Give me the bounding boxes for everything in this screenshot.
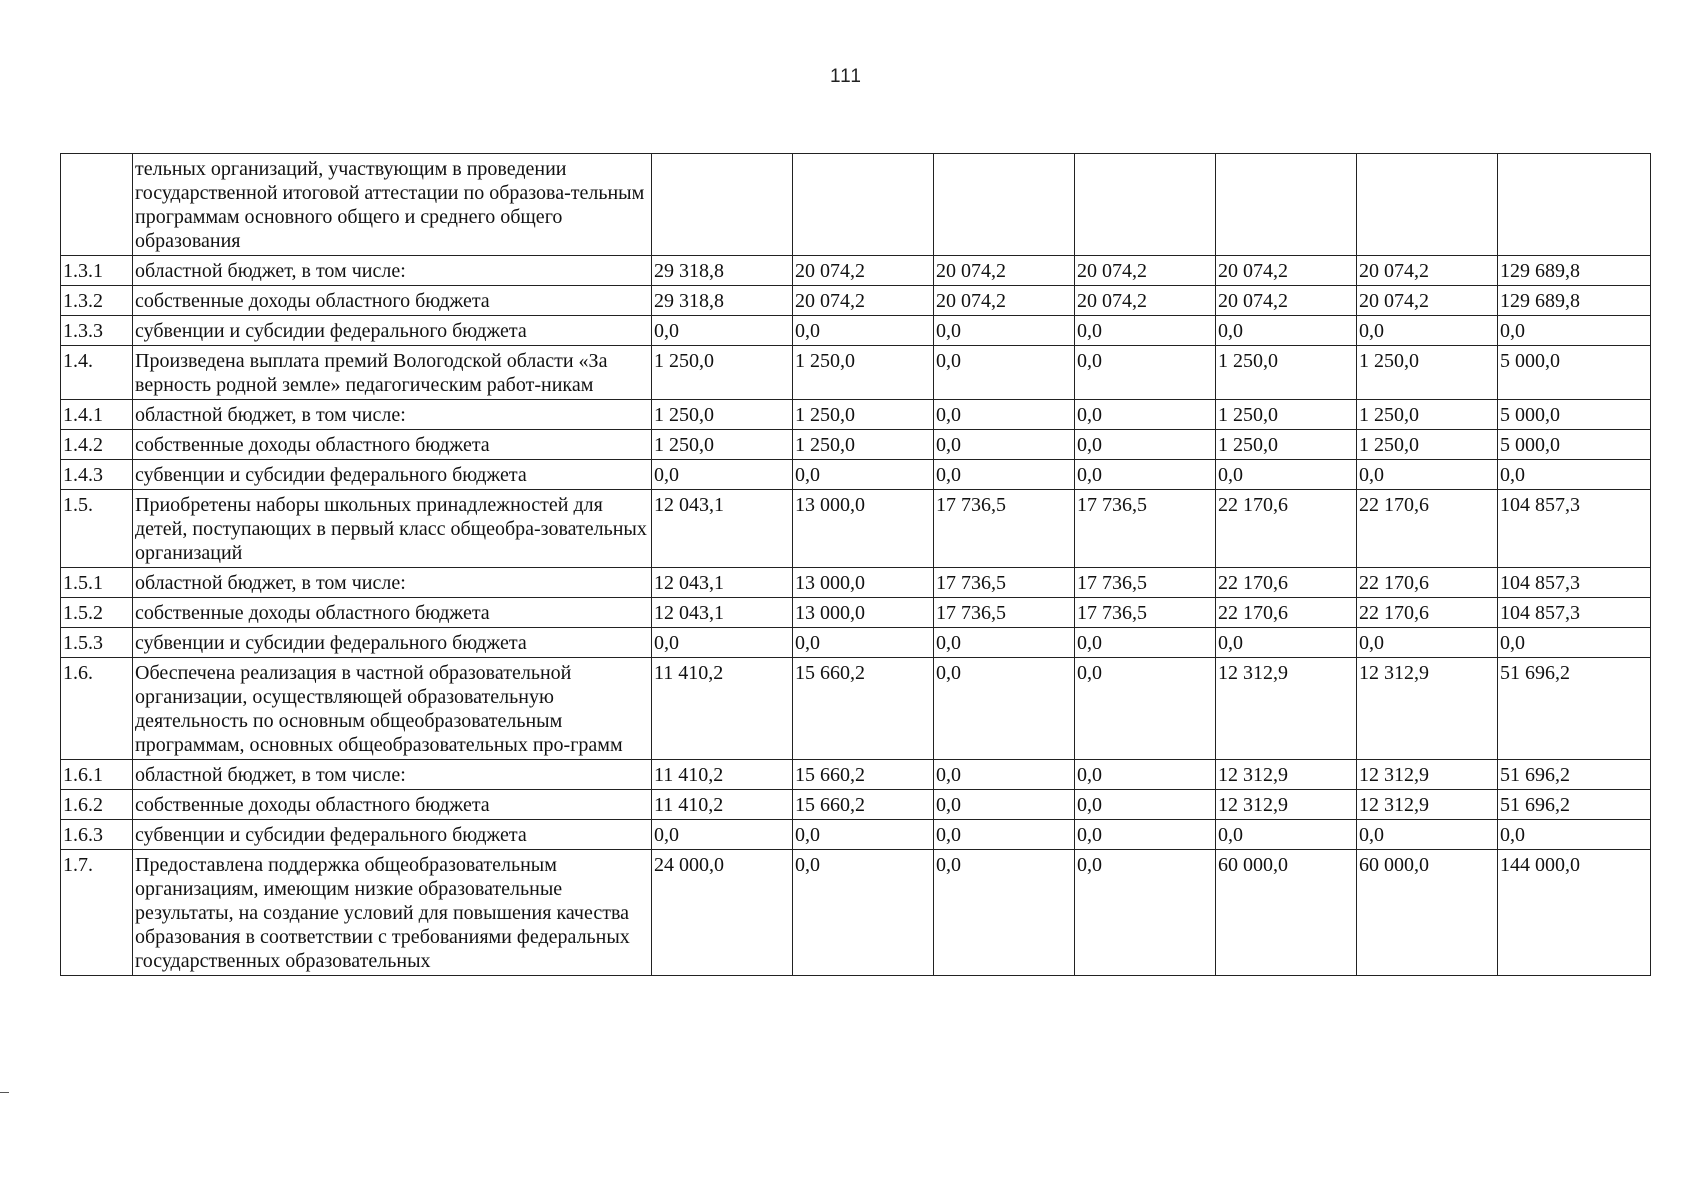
value-cell: 11 410,2 xyxy=(652,790,793,820)
value-cell: 1 250,0 xyxy=(1216,430,1357,460)
value-cell: 60 000,0 xyxy=(1357,850,1498,976)
value-cell: 0,0 xyxy=(1216,316,1357,346)
value-cell: 29 318,8 xyxy=(652,256,793,286)
table-row xyxy=(61,490,1651,568)
value-cell: 60 000,0 xyxy=(1216,850,1357,976)
value-cell: 51 696,2 xyxy=(1498,658,1651,760)
row-code: 1.6. xyxy=(61,658,133,760)
value-cell: 104 857,3 xyxy=(1498,598,1651,628)
table-row xyxy=(61,628,1651,658)
value-cell: 13 000,0 xyxy=(793,568,934,598)
table-row xyxy=(61,154,1651,256)
value-cell: 0,0 xyxy=(934,850,1075,976)
row-code: 1.4.2 xyxy=(61,430,133,460)
value-cell: 24 000,0 xyxy=(652,850,793,976)
value-cell xyxy=(1357,154,1498,256)
row-description: областной бюджет, в том числе: xyxy=(133,760,652,790)
table-row xyxy=(61,658,1651,760)
value-cell: 17 736,5 xyxy=(1075,568,1216,598)
value-cell: 0,0 xyxy=(1357,820,1498,850)
value-cell: 0,0 xyxy=(1075,850,1216,976)
value-cell: 29 318,8 xyxy=(652,286,793,316)
value-cell: 0,0 xyxy=(1498,820,1651,850)
value-cell: 5 000,0 xyxy=(1498,346,1651,400)
row-code: 1.3.2 xyxy=(61,286,133,316)
value-cell: 20 074,2 xyxy=(793,286,934,316)
value-cell: 129 689,8 xyxy=(1498,256,1651,286)
value-cell: 5 000,0 xyxy=(1498,430,1651,460)
table-body xyxy=(61,154,1651,976)
page-number: 111 xyxy=(830,66,862,87)
table-row xyxy=(61,790,1651,820)
row-code: 1.5.2 xyxy=(61,598,133,628)
value-cell: 22 170,6 xyxy=(1216,598,1357,628)
value-cell: 1 250,0 xyxy=(652,430,793,460)
value-cell: 11 410,2 xyxy=(652,658,793,760)
table-row xyxy=(61,850,1651,976)
row-description: субвенции и субсидии федерального бюджета xyxy=(133,460,652,490)
row-code: 1.5. xyxy=(61,490,133,568)
value-cell: 0,0 xyxy=(1216,820,1357,850)
row-code: 1.3.3 xyxy=(61,316,133,346)
value-cell: 20 074,2 xyxy=(1075,286,1216,316)
value-cell: 20 074,2 xyxy=(934,286,1075,316)
budget-table xyxy=(60,153,1651,976)
value-cell: 0,0 xyxy=(793,628,934,658)
value-cell: 104 857,3 xyxy=(1498,568,1651,598)
row-description: Произведена выплата премий Вологодской области «За верность родной земле» педагогическим работ-никам xyxy=(133,346,652,400)
value-cell: 0,0 xyxy=(934,760,1075,790)
value-cell: 22 170,6 xyxy=(1216,490,1357,568)
value-cell: 22 170,6 xyxy=(1357,490,1498,568)
value-cell: 0,0 xyxy=(1075,400,1216,430)
row-code: 1.7. xyxy=(61,850,133,976)
value-cell: 0,0 xyxy=(934,430,1075,460)
value-cell xyxy=(1498,154,1651,256)
value-cell: 20 074,2 xyxy=(793,256,934,286)
row-description: тельных организаций, участвующим в проведении государственной итоговой аттестации по образова-тельным программам основного общего и среднего общего образования xyxy=(133,154,652,256)
value-cell: 12 312,9 xyxy=(1357,658,1498,760)
value-cell: 5 000,0 xyxy=(1498,400,1651,430)
value-cell: 0,0 xyxy=(934,790,1075,820)
value-cell: 0,0 xyxy=(1357,628,1498,658)
value-cell: 0,0 xyxy=(1357,316,1498,346)
value-cell: 0,0 xyxy=(934,460,1075,490)
row-code: 1.5.1 xyxy=(61,568,133,598)
row-description: Предоставлена поддержка общеобразовательным организациям, имеющим низкие образовательные результаты, на создание условий для повышения качества образования в соответствии с требованиями федеральных государственных образовательных xyxy=(133,850,652,976)
value-cell: 144 000,0 xyxy=(1498,850,1651,976)
value-cell: 1 250,0 xyxy=(793,400,934,430)
value-cell: 12 312,9 xyxy=(1216,658,1357,760)
row-code: 1.6.1 xyxy=(61,760,133,790)
value-cell: 12 312,9 xyxy=(1357,760,1498,790)
row-code: 1.6.2 xyxy=(61,790,133,820)
value-cell: 1 250,0 xyxy=(1357,346,1498,400)
row-code: 1.4.1 xyxy=(61,400,133,430)
value-cell: 22 170,6 xyxy=(1357,598,1498,628)
value-cell: 1 250,0 xyxy=(1216,400,1357,430)
value-cell: 0,0 xyxy=(1075,430,1216,460)
value-cell: 22 170,6 xyxy=(1216,568,1357,598)
value-cell: 0,0 xyxy=(934,400,1075,430)
value-cell: 0,0 xyxy=(652,316,793,346)
value-cell xyxy=(934,154,1075,256)
value-cell: 17 736,5 xyxy=(1075,598,1216,628)
row-code: 1.3.1 xyxy=(61,256,133,286)
row-description: Приобретены наборы школьных принадлежностей для детей, поступающих в первый класс общеобра-зовательных организаций xyxy=(133,490,652,568)
value-cell: 0,0 xyxy=(793,316,934,346)
value-cell: 12 043,1 xyxy=(652,490,793,568)
value-cell: 12 043,1 xyxy=(652,598,793,628)
row-description: областной бюджет, в том числе: xyxy=(133,256,652,286)
value-cell: 0,0 xyxy=(1216,628,1357,658)
value-cell: 129 689,8 xyxy=(1498,286,1651,316)
value-cell: 0,0 xyxy=(1075,658,1216,760)
value-cell xyxy=(652,154,793,256)
value-cell: 0,0 xyxy=(1075,316,1216,346)
table-row xyxy=(61,598,1651,628)
value-cell: 0,0 xyxy=(1357,460,1498,490)
value-cell: 17 736,5 xyxy=(1075,490,1216,568)
row-description: областной бюджет, в том числе: xyxy=(133,400,652,430)
table-row xyxy=(61,400,1651,430)
value-cell: 0,0 xyxy=(793,460,934,490)
value-cell: 0,0 xyxy=(1075,628,1216,658)
value-cell: 17 736,5 xyxy=(934,598,1075,628)
table-row xyxy=(61,286,1651,316)
value-cell: 12 312,9 xyxy=(1357,790,1498,820)
row-code xyxy=(61,154,133,256)
value-cell: 0,0 xyxy=(1075,790,1216,820)
value-cell: 0,0 xyxy=(793,850,934,976)
value-cell: 20 074,2 xyxy=(934,256,1075,286)
value-cell: 0,0 xyxy=(934,346,1075,400)
value-cell: 15 660,2 xyxy=(793,658,934,760)
value-cell: 20 074,2 xyxy=(1357,256,1498,286)
value-cell: 20 074,2 xyxy=(1216,286,1357,316)
value-cell xyxy=(1075,154,1216,256)
table-row xyxy=(61,760,1651,790)
table-row xyxy=(61,820,1651,850)
value-cell: 15 660,2 xyxy=(793,790,934,820)
value-cell: 17 736,5 xyxy=(934,490,1075,568)
value-cell: 20 074,2 xyxy=(1075,256,1216,286)
scan-edge-mark xyxy=(0,1092,9,1093)
value-cell: 104 857,3 xyxy=(1498,490,1651,568)
row-description: субвенции и субсидии федерального бюджета xyxy=(133,316,652,346)
value-cell: 1 250,0 xyxy=(1357,430,1498,460)
value-cell: 51 696,2 xyxy=(1498,760,1651,790)
table-row xyxy=(61,316,1651,346)
value-cell: 12 312,9 xyxy=(1216,790,1357,820)
value-cell: 12 312,9 xyxy=(1216,760,1357,790)
value-cell: 0,0 xyxy=(652,460,793,490)
value-cell: 1 250,0 xyxy=(793,430,934,460)
value-cell: 11 410,2 xyxy=(652,760,793,790)
value-cell: 1 250,0 xyxy=(1357,400,1498,430)
row-description: собственные доходы областного бюджета xyxy=(133,598,652,628)
row-code: 1.4. xyxy=(61,346,133,400)
value-cell: 1 250,0 xyxy=(1216,346,1357,400)
value-cell: 20 074,2 xyxy=(1216,256,1357,286)
value-cell: 0,0 xyxy=(652,820,793,850)
value-cell: 15 660,2 xyxy=(793,760,934,790)
value-cell: 0,0 xyxy=(934,820,1075,850)
value-cell: 20 074,2 xyxy=(1357,286,1498,316)
row-description: собственные доходы областного бюджета xyxy=(133,790,652,820)
table-row xyxy=(61,256,1651,286)
value-cell: 0,0 xyxy=(652,628,793,658)
value-cell: 13 000,0 xyxy=(793,598,934,628)
row-description: областной бюджет, в том числе: xyxy=(133,568,652,598)
row-description: собственные доходы областного бюджета xyxy=(133,430,652,460)
value-cell: 0,0 xyxy=(934,628,1075,658)
value-cell: 0,0 xyxy=(1075,820,1216,850)
value-cell: 0,0 xyxy=(1498,628,1651,658)
row-description: субвенции и субсидии федерального бюджета xyxy=(133,820,652,850)
value-cell: 1 250,0 xyxy=(652,346,793,400)
table-row xyxy=(61,430,1651,460)
value-cell: 0,0 xyxy=(1498,460,1651,490)
value-cell: 1 250,0 xyxy=(793,346,934,400)
value-cell: 0,0 xyxy=(1498,316,1651,346)
table-row xyxy=(61,346,1651,400)
value-cell: 0,0 xyxy=(934,316,1075,346)
value-cell: 0,0 xyxy=(793,820,934,850)
value-cell: 22 170,6 xyxy=(1357,568,1498,598)
value-cell: 0,0 xyxy=(1216,460,1357,490)
value-cell: 0,0 xyxy=(1075,460,1216,490)
row-description: собственные доходы областного бюджета xyxy=(133,286,652,316)
value-cell: 51 696,2 xyxy=(1498,790,1651,820)
row-description: Обеспечена реализация в частной образовательной организации, осуществляющей образовательную деятельность по основным общеобразовательным программам, основных общеобразовательных про-грамм xyxy=(133,658,652,760)
value-cell xyxy=(1216,154,1357,256)
value-cell: 17 736,5 xyxy=(934,568,1075,598)
value-cell: 12 043,1 xyxy=(652,568,793,598)
row-description: субвенции и субсидии федерального бюджета xyxy=(133,628,652,658)
row-code: 1.6.3 xyxy=(61,820,133,850)
value-cell: 13 000,0 xyxy=(793,490,934,568)
value-cell: 1 250,0 xyxy=(652,400,793,430)
value-cell: 0,0 xyxy=(1075,346,1216,400)
value-cell: 0,0 xyxy=(934,658,1075,760)
value-cell xyxy=(793,154,934,256)
table-row xyxy=(61,460,1651,490)
row-code: 1.4.3 xyxy=(61,460,133,490)
table-row xyxy=(61,568,1651,598)
row-code: 1.5.3 xyxy=(61,628,133,658)
value-cell: 0,0 xyxy=(1075,760,1216,790)
